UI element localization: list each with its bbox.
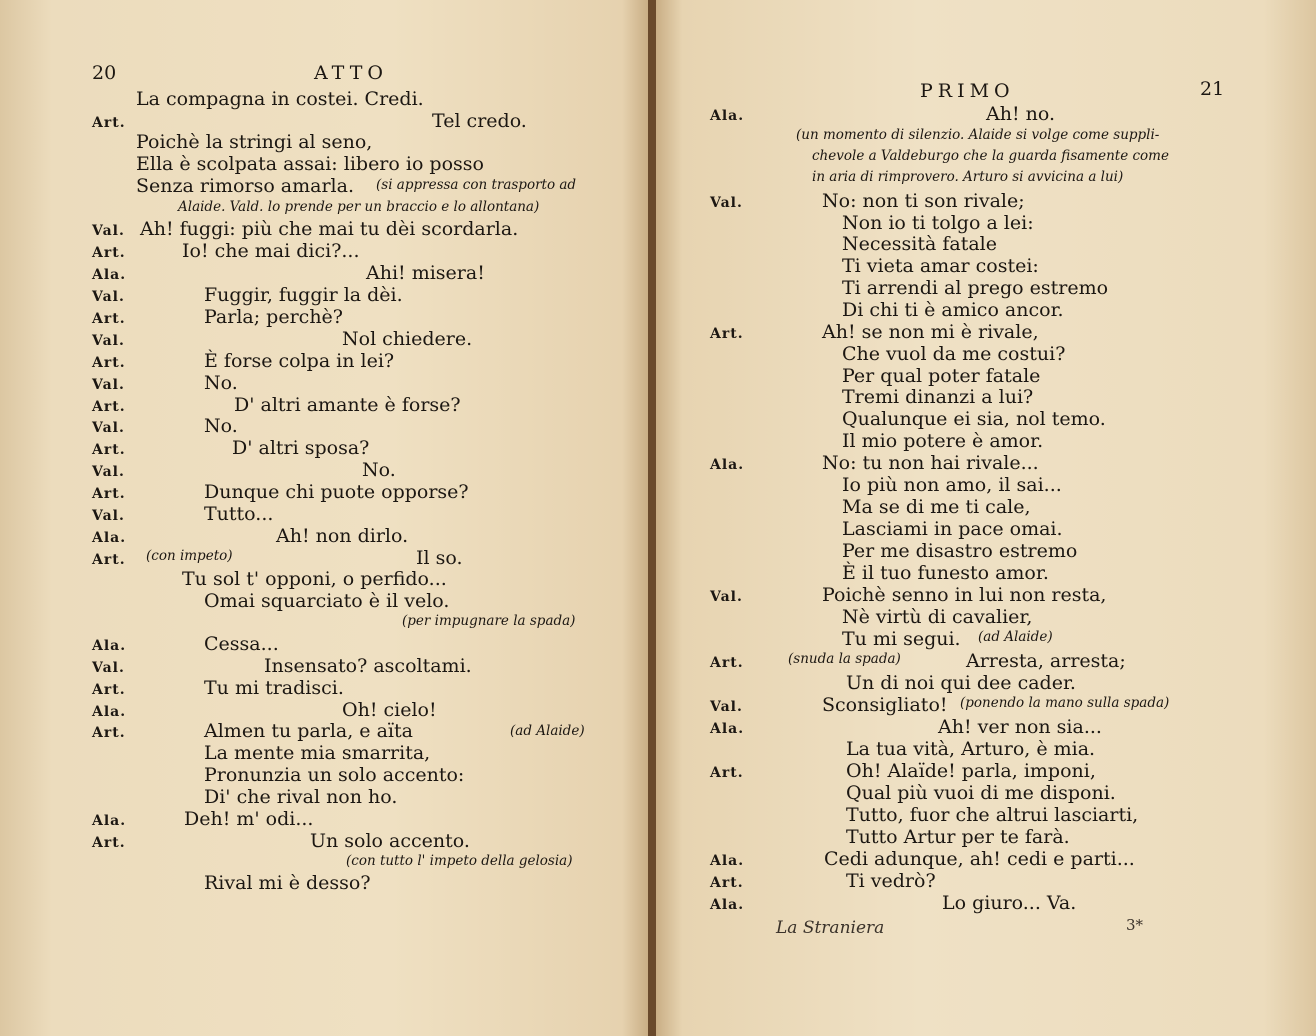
left-page [0,0,648,1036]
stage-direction: (ponendo la mano sulla spada) [960,695,1170,711]
verse-line: Ah! ver non sia... [938,716,1102,738]
verse-line: Nè virtù di cavalier, [842,606,1033,628]
page-number: 20 [92,62,117,84]
verse-line: Ti arrendi al prego estremo [842,277,1109,299]
verse-line: Parla; perchè? [204,306,343,328]
verse-line: Per me disastro estremo [842,540,1078,562]
verse-line: Non io ti tolgo a lei: [842,212,1034,234]
verse-line: La mente mia smarrita, [204,742,431,764]
verse-line: È forse colpa in lei? [204,350,395,372]
speaker-label: Art. [92,311,126,327]
verse-line: Arresta, arresta; [966,650,1126,672]
verse-line: No. [204,415,238,437]
verse-line: Il mio potere è amor. [842,430,1044,452]
verse-line: Insensato? ascoltami. [264,655,472,677]
verse-line: Ah! fuggi: più che mai tu dèi scordarla. [140,218,519,240]
footer-title: La Straniera [776,918,885,938]
speaker-label: Art. [92,725,126,741]
verse-line: Ti vieta amar costei: [842,255,1039,277]
verse-line: Cedi adunque, ah! cedi e parti... [824,848,1135,870]
speaker-label: Art. [710,875,744,891]
speaker-label: Art. [710,655,744,671]
stage-direction: (con tutto l' impeto della gelosia) [346,853,573,869]
verse-line: Oh! Alaïde! parla, imponi, [846,760,1096,782]
stage-direction: (ad Alaide) [510,723,585,739]
verse-line: La tua vità, Arturo, è mia. [846,738,1096,760]
stage-direction: (con impeto) [146,548,233,564]
verse-line: No. [204,372,238,394]
speaker-label: Art. [92,682,126,698]
speaker-label: Art. [92,355,126,371]
right-page [656,0,1316,1036]
speaker-label: Ala. [710,897,745,913]
speaker-label: Val. [710,699,743,715]
verse-line: Rival mi è desso? [204,872,371,894]
speaker-label: Art. [92,115,126,131]
speaker-label: Val. [92,508,125,524]
speaker-label: Art. [92,552,126,568]
verse-line: No: non ti son rivale; [822,190,1025,212]
verse-line: Pronunzia un solo accento: [204,764,465,786]
verse-line: Ah! no. [986,103,1056,125]
verse-line: Fuggir, fuggir la dèi. [204,284,403,306]
verse-line: Oh! cielo! [342,699,437,721]
verse-line: Sconsigliato! [822,694,948,716]
verse-line: Qual più vuoi di me disponi. [846,782,1116,804]
verse-line: Il so. [416,547,463,569]
verse-line: Tremi dinanzi a lui? [842,386,1034,408]
stage-direction: (un momento di silenzio. Alaide si volge come suppli- [796,127,1160,143]
speaker-label: Val. [710,195,743,211]
verse-line: Per qual poter fatale [842,365,1041,387]
verse-line: D' altri amante è forse? [234,394,461,416]
verse-line: Io! che mai dici?... [182,240,360,262]
verse-line: Tutto Artur per te farà. [846,826,1070,848]
speaker-label: Art. [92,835,126,851]
stage-direction: (snuda la spada) [788,651,901,667]
verse-line: Tutto, fuor che altrui lasciarti, [846,804,1139,826]
verse-line: No: tu non hai rivale... [822,452,1039,474]
verse-line: Nol chiedere. [342,328,473,350]
speaker-label: Val. [92,660,125,676]
speaker-label: Art. [92,245,126,261]
speaker-label: Art. [710,326,744,342]
verse-line: Lo giuro... Va. [942,892,1077,914]
signature-mark: 3* [1126,916,1144,934]
verse-line: Ahi! misera! [366,262,485,284]
verse-line: No. [362,459,396,481]
speaker-label: Ala. [92,813,127,829]
speaker-label: Val. [92,289,125,305]
verse-line: Di chi ti è amico ancor. [842,299,1064,321]
verse-line: Tu mi segui. [842,628,961,650]
verse-line: Senza rimorso amarla. [136,175,354,197]
verse-line: Cessa... [204,633,279,655]
speaker-label: Ala. [92,267,127,283]
verse-line: Ella è scolpata assai: libero io posso [136,153,484,175]
verse-line: È il tuo funesto amor. [842,562,1049,584]
verse-line: Ti vedrò? [846,870,936,892]
verse-line: Necessità fatale [842,233,997,255]
speaker-label: Val. [92,223,125,239]
speaker-label: Ala. [92,638,127,654]
speaker-label: Ala. [92,530,127,546]
speaker-label: Art. [92,486,126,502]
verse-line: Lasciami in pace omai. [842,518,1063,540]
verse-line: Tu mi tradisci. [204,677,344,699]
verse-line: Io più non amo, il sai... [842,474,1062,496]
speaker-label: Ala. [710,721,745,737]
verse-line: Tutto... [204,503,274,525]
speaker-label: Ala. [92,704,127,720]
running-head: ATTO [314,62,388,84]
verse-line: Ah! se non mi è rivale, [822,321,1039,343]
stage-direction: chevole a Valdeburgo che la guarda fisamente come [812,148,1169,164]
speaker-label: Val. [92,420,125,436]
speaker-label: Art. [92,442,126,458]
verse-line: Che vuol da me costui? [842,343,1066,365]
speaker-label: Val. [92,464,125,480]
running-head: PRIMO [920,80,1015,102]
verse-line: D' altri sposa? [232,437,370,459]
speaker-label: Art. [92,399,126,415]
verse-line: Almen tu parla, e aïta [204,720,413,742]
verse-line: Ma se di me ti cale, [842,496,1031,518]
verse-line: Un solo accento. [310,830,470,852]
verse-line: Di' che rival non ho. [204,786,398,808]
speaker-label: Ala. [710,853,745,869]
speaker-label: Ala. [710,108,745,124]
verse-line: Poichè la stringi al seno, [136,131,373,153]
stage-direction: in aria di rimprovero. Arturo si avvicina a lui) [812,169,1124,185]
page-number: 21 [1200,78,1225,100]
speaker-label: Val. [710,589,743,605]
stage-direction: (per impugnare la spada) [402,613,576,629]
speaker-label: Art. [710,765,744,781]
verse-line: Ah! non dirlo. [276,525,409,547]
speaker-label: Val. [92,377,125,393]
verse-line: Dunque chi puote opporse? [204,481,469,503]
verse-line: Poichè senno in lui non resta, [822,584,1107,606]
stage-direction: (si appressa con trasporto ad [376,177,577,193]
speaker-label: Val. [92,333,125,349]
verse-line: Omai squarciato è il velo. [204,590,450,612]
stage-direction: (ad Alaide) [978,629,1053,645]
gutter [648,0,656,1036]
verse-line: Tel credo. [432,110,527,132]
verse-line: Un di noi qui dee cader. [846,672,1076,694]
verse-line: Deh! m' odi... [184,808,314,830]
verse-line: Qualunque ei sia, nol temo. [842,408,1106,430]
stage-direction: Alaide. Vald. lo prende per un braccio e lo allontana) [178,199,540,215]
verse-line: Tu sol t' opponi, o perfido... [182,568,447,590]
speaker-label: Ala. [710,457,745,473]
verse-line: La compagna in costei. Credi. [136,88,424,110]
